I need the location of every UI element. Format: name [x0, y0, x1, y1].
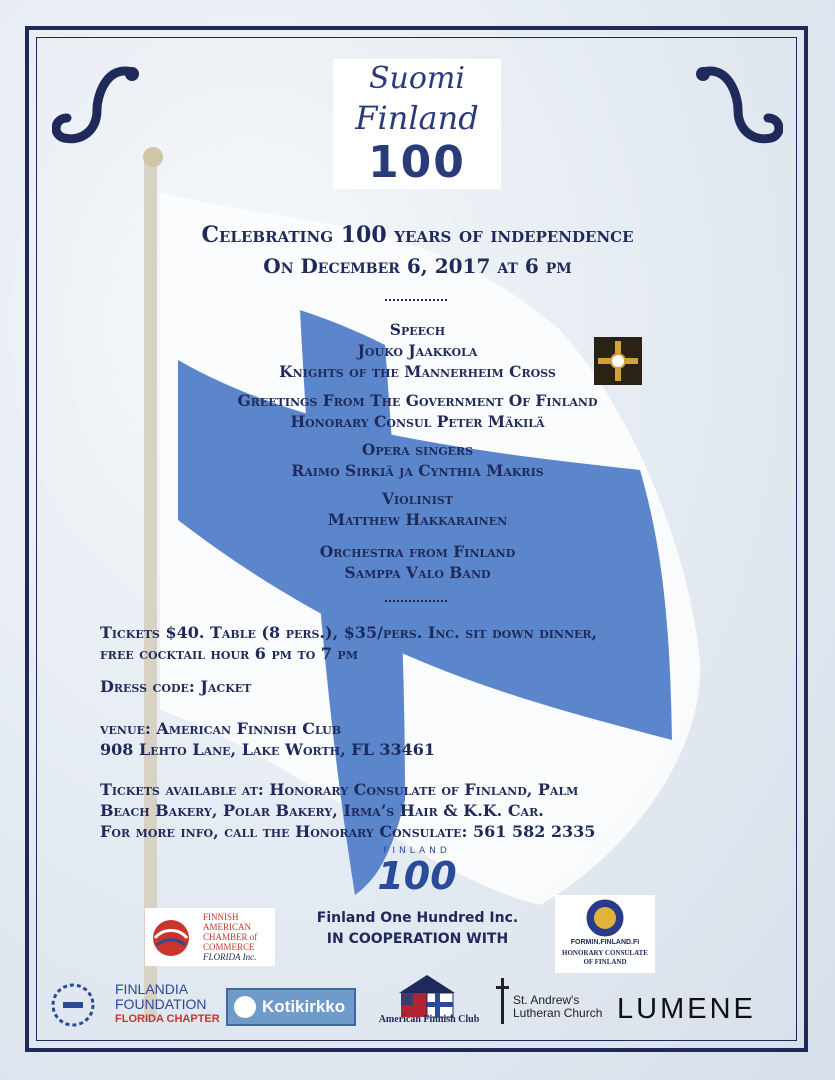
chamber-of-commerce-logo — [145, 908, 275, 966]
left-swirl-ornament — [52, 60, 147, 150]
american-finnish-club-flags-icon — [399, 975, 455, 1019]
st-andrews-church-logo: St. Andrew's Lutheran Church — [513, 993, 603, 1020]
dress-code: Dress code: Jacket — [100, 677, 252, 696]
program-speech-speaker: Jouko Jaakkola — [357, 341, 478, 360]
finland-100-number: 100 — [377, 854, 457, 898]
chamber-globe-icon — [151, 918, 191, 958]
finlandia-foundation-logo: FINLANDIA FOUNDATION FLORIDA CHAPTER — [115, 981, 220, 1025]
program-violinist-title: Violinist — [382, 489, 453, 508]
suomi-finland-100-logo — [333, 59, 501, 189]
venue-name: venue: American Finnish Club — [100, 719, 342, 738]
more-info-phone: For more info, call the Honorary Consulate: 561 582 2335 — [100, 822, 596, 841]
program-greetings-title: Greetings From The Government Of Finland — [237, 391, 598, 410]
program-violinist-name: Matthew Hakkarainen — [327, 510, 508, 529]
program-orchestra-name: Samppa Valo Band — [344, 563, 491, 582]
logo-suomi-text: Suomi — [369, 61, 465, 96]
consulate-text-2: OF FINLAND — [583, 958, 627, 966]
chamber-text: FINNISH AMERICAN CHAMBER of COMMERCE FLORIDA Inc. — [203, 912, 258, 962]
cooperation-org: Finland One Hundred Inc. — [316, 910, 519, 926]
main-heading: Celebrating 100 years of independence — [201, 222, 634, 248]
honorary-consulate-logo — [555, 895, 655, 973]
tickets-available-1: Tickets available at: Honorary Consulate of Finland, Palm — [100, 780, 579, 799]
finland-100-logo — [372, 846, 462, 902]
kotikirkko-logo — [226, 988, 356, 1026]
church-cross-icon — [495, 978, 511, 1024]
consulate-lion-emblem-icon — [585, 898, 625, 938]
tickets-cocktail: free cocktail hour 6 pm to 7 pm — [100, 644, 359, 663]
lumene-logo: LUMENE — [617, 993, 756, 1025]
program-orchestra-title: Orchestra from Finland — [319, 542, 516, 561]
program-speech-title: Speech — [389, 320, 446, 339]
logo-finland-text: Finland — [355, 99, 479, 137]
divider-top — [385, 299, 447, 301]
consulate-text-1: HONORARY CONSULATE — [562, 949, 648, 957]
program-opera-singers: Raimo Sirkiä ja Cynthia Makris — [291, 461, 544, 480]
consulate-ring-text: FORMIN.FINLAND.FI — [570, 939, 640, 946]
program-speech-affiliation: Knights of the Mannerheim Cross — [279, 362, 556, 381]
finlandia-foundation-emblem-icon — [48, 980, 98, 1030]
cooperation-label: IN COOPERATION WITH — [326, 931, 509, 947]
divider-bottom — [385, 600, 447, 602]
logo-100-text: 100 — [368, 137, 466, 188]
event-date: On December 6, 2017 at 6 pm — [263, 254, 572, 278]
american-finnish-club-text: American Finnish Club — [378, 1014, 480, 1025]
program-opera-title: Opera singers — [361, 440, 474, 459]
right-swirl-ornament — [688, 60, 783, 150]
finland-100-small-text: FINLAND — [383, 846, 451, 856]
venue-address: 908 Lehto Lane, Lake Worth, FL 33461 — [100, 740, 436, 759]
tickets-price: Tickets $40. Table (8 pers.), $35/pers. Inc. sit down dinner, — [100, 623, 598, 642]
program-greetings-speaker: Honorary Consul Peter Mäkilä — [290, 412, 545, 431]
tickets-available-2: Beach Bakery, Polar Bakery, Irma’s Hair & K.K. Car. — [100, 801, 544, 820]
kotikirkko-text: Kotikirkko — [262, 997, 346, 1016]
mannerheim-cross-icon — [594, 337, 642, 385]
kotikirkko-globe-icon — [234, 996, 256, 1018]
